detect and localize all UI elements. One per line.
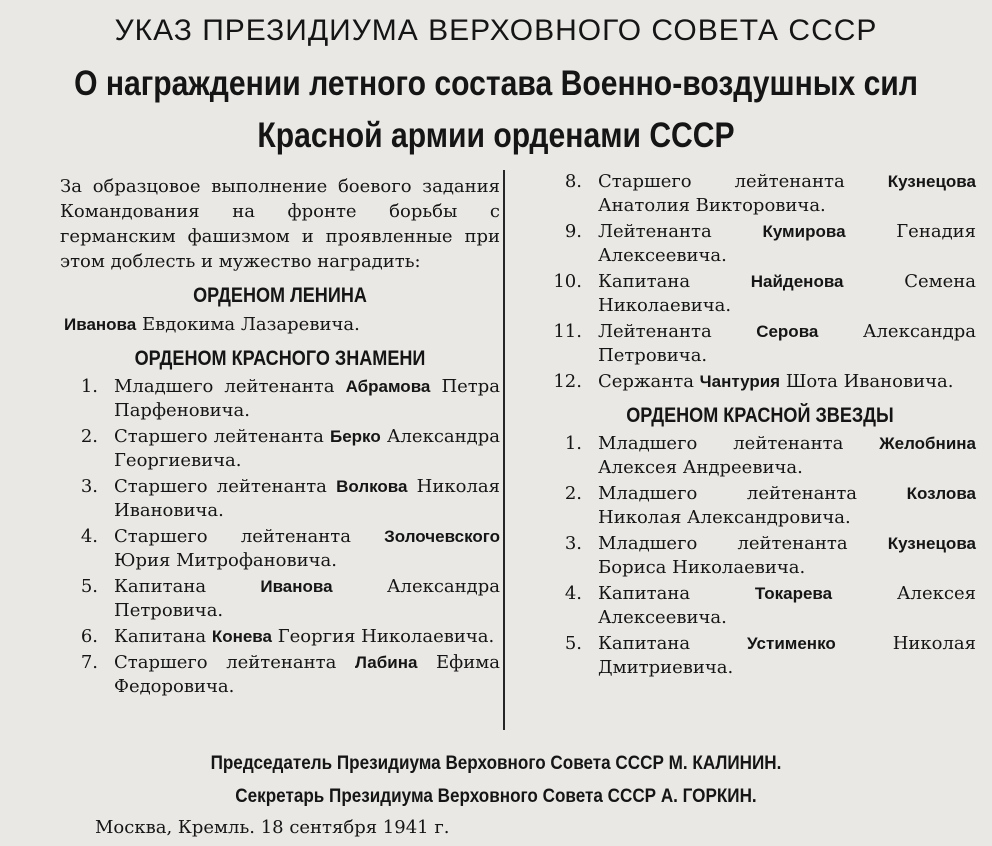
order-red-banner-heading: ОРДЕНОМ КРАСНОГО ЗНАМЕНИ xyxy=(134,347,426,370)
secretary-signature: Секретарь Президиума Верховного Совета СССР А. ГОРКИН. xyxy=(235,786,757,807)
recipient-name: Николая Ивановича. xyxy=(114,476,500,521)
item-text xyxy=(598,632,976,680)
item-number: 4. xyxy=(564,583,582,604)
item-text xyxy=(598,220,976,268)
recipient-name: Петра Парфеновича. xyxy=(114,376,500,421)
recipient-surname: Берко xyxy=(330,427,381,446)
item-text xyxy=(598,482,976,530)
award-list-item xyxy=(60,575,500,623)
recipient-surname: Устименко xyxy=(747,634,836,653)
recipient-surname: Кузнецова xyxy=(887,534,976,553)
recipient-surname: Лабина xyxy=(354,653,418,672)
recipient-surname: Серова xyxy=(756,322,819,341)
recipient-name: Ефима Федоровича. xyxy=(114,652,500,697)
order-red-star-heading: ОРДЕНОМ КРАСНОЙ ЗВЕЗДЫ xyxy=(626,404,894,427)
rank: Капитана xyxy=(114,576,207,597)
recipient-name: Николая Дмитриевича. xyxy=(598,633,976,678)
rank: Младшего лейтенанта xyxy=(598,483,858,504)
item-text xyxy=(114,475,500,523)
item-text xyxy=(598,370,976,394)
award-list-item xyxy=(60,425,500,473)
decree-title-line-1: О награждении летного состава Военно-воздушных сил xyxy=(74,64,918,103)
recipient-name: Георгия Николаевича. xyxy=(277,626,495,647)
award-list-item xyxy=(544,220,976,268)
place-date: Москва, Кремль. 18 сентября 1941 г. xyxy=(95,817,450,838)
decree-heading: УКАЗ ПРЕЗИДИУМА ВЕРХОВНОГО СОВЕТА СССР xyxy=(114,14,878,47)
rank: Старшего лейтенанта xyxy=(598,171,845,192)
rank: Лейтенанта xyxy=(598,221,712,242)
item-number: 3. xyxy=(564,533,582,554)
recipient-name: Юрия Митрофановича. xyxy=(114,550,337,571)
intro-paragraph: За образцовое выполнение боевого задания Командования на фронте борьбы с германским фашизмом и проявленные при этом доблесть и мужество наградить: xyxy=(60,176,500,272)
rank: Младшего лейтенанта xyxy=(598,433,844,454)
item-text xyxy=(114,625,500,649)
recipient-name: Алексея Андреевича. xyxy=(598,457,803,478)
decree-title-line-2: Красной армии орденами СССР xyxy=(257,116,735,155)
recipient-surname: Абрамова xyxy=(345,377,431,396)
rank: Младшего лейтенанта xyxy=(598,533,848,554)
recipient-name: Семена Николаевича. xyxy=(598,271,976,316)
award-list-item xyxy=(544,582,976,630)
rank: Капитана xyxy=(598,633,691,654)
recipient-surname: Найденова xyxy=(750,272,844,291)
item-number: 12. xyxy=(553,371,582,392)
item-text xyxy=(114,575,500,623)
chairman-signature: Председатель Президиума Верховного Совета СССР М. КАЛИНИН. xyxy=(210,753,782,774)
recipient-name: Александра Георгиевича. xyxy=(114,426,500,471)
rank: Сержанта xyxy=(598,371,694,392)
award-list-item xyxy=(60,375,500,423)
item-number: 5. xyxy=(564,633,582,654)
award-list-item xyxy=(60,651,500,699)
order-lenin-heading: ОРДЕНОМ ЛЕНИНА xyxy=(193,284,367,307)
recipient-surname: Токарева xyxy=(754,584,833,603)
item-number: 3. xyxy=(80,476,98,497)
recipient-name: Александра Петровича. xyxy=(114,576,500,621)
recipient-surname: Чантурия xyxy=(699,372,781,391)
recipient-surname: Конева xyxy=(211,627,272,646)
right-column xyxy=(544,170,976,682)
item-text xyxy=(114,375,500,423)
item-number: 10. xyxy=(553,271,582,292)
rank: Старшего лейтенанта xyxy=(114,652,337,673)
award-list-item xyxy=(544,270,976,318)
item-number: 8. xyxy=(564,171,582,192)
recipient-surname: Золочевского xyxy=(384,527,500,546)
item-number: 11. xyxy=(553,321,582,342)
rank: Капитана xyxy=(598,271,691,292)
award-list-item xyxy=(60,475,500,523)
award-list-item xyxy=(544,170,976,218)
rank: Капитана xyxy=(598,583,691,604)
column-divider xyxy=(503,170,505,730)
item-text xyxy=(114,651,500,699)
recipient-name: Александра Петровича. xyxy=(598,321,976,366)
item-number: 4. xyxy=(80,526,98,547)
item-number: 2. xyxy=(80,426,98,447)
item-number: 1. xyxy=(80,376,98,397)
item-text xyxy=(114,525,500,573)
recipient-name: Алексея Алексеевича. xyxy=(598,583,976,628)
award-list-item xyxy=(60,625,500,649)
recipient-name: Евдокима Лазаревича. xyxy=(141,314,360,335)
rank: Капитана xyxy=(114,626,207,647)
award-list-item xyxy=(544,320,976,368)
recipient-surname: Иванова xyxy=(260,577,333,596)
item-number: 9. xyxy=(564,221,582,242)
recipient-surname: Волкова xyxy=(336,477,408,496)
rank: Старшего лейтенанта xyxy=(114,526,351,547)
recipient-surname: Кумирова xyxy=(762,222,846,241)
red-star-list xyxy=(544,432,976,680)
order-lenin-recipient xyxy=(64,312,500,337)
red-banner-list-part-2 xyxy=(544,170,976,394)
award-list-item xyxy=(544,632,976,680)
recipient-surname: Желобнина xyxy=(879,434,976,453)
rank: Старшего лейтенанта xyxy=(114,426,324,447)
recipient-name: Анатолия Викторовича. xyxy=(598,195,826,216)
item-number: 1. xyxy=(564,433,582,454)
award-list-item xyxy=(544,532,976,580)
recipient-name: Бориса Николаевича. xyxy=(598,557,806,578)
award-list-item xyxy=(60,525,500,573)
item-number: 7. xyxy=(80,652,98,673)
item-text xyxy=(598,270,976,318)
item-text xyxy=(598,170,976,218)
left-column xyxy=(60,170,500,701)
rank: Младшего лейтенанта xyxy=(114,376,335,397)
rank: Старшего лейтенанта xyxy=(114,476,327,497)
item-text xyxy=(598,432,976,480)
item-text xyxy=(114,425,500,473)
award-list-item xyxy=(544,370,976,394)
item-text xyxy=(598,582,976,630)
item-number: 6. xyxy=(80,626,98,647)
award-list-item xyxy=(544,432,976,480)
recipient-name: Генадия Алексеевича. xyxy=(598,221,976,266)
recipient-surname: Козлова xyxy=(906,484,976,503)
recipient-surname: Иванова xyxy=(64,315,137,334)
item-number: 5. xyxy=(80,576,98,597)
item-text xyxy=(598,532,976,580)
item-number: 2. xyxy=(564,483,582,504)
red-banner-list-part-1 xyxy=(60,375,500,699)
item-text xyxy=(598,320,976,368)
rank: Лейтенанта xyxy=(598,321,712,342)
recipient-name: Николая Александровича. xyxy=(598,507,851,528)
recipient-surname: Кузнецова xyxy=(887,172,976,191)
recipient-name: Шота Ивановича. xyxy=(785,371,954,392)
award-list-item xyxy=(544,482,976,530)
